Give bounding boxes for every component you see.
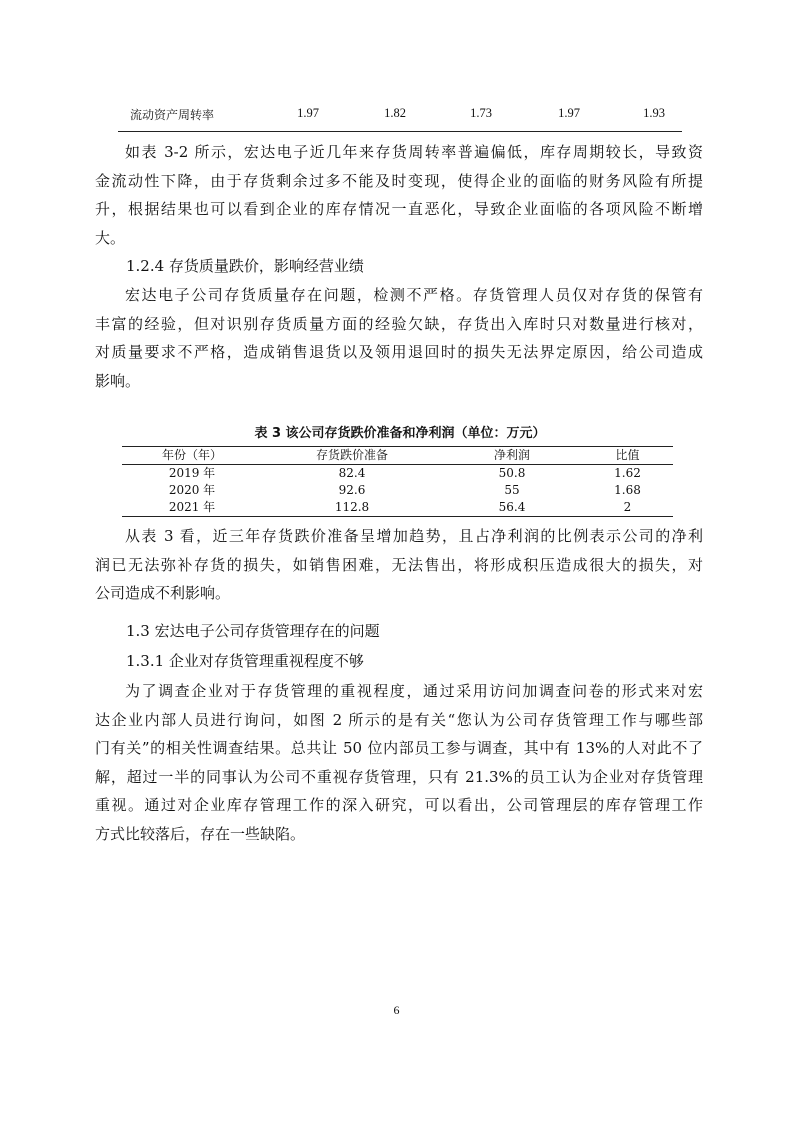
text-line: 升，根据结果也可以看到企业的库存情况一直恶化，导致企业面临的各项风险不断增 (95, 200, 703, 218)
text-line: 丰富的经验，但对识别存货质量方面的经验欠缺，存货出入库时只对数量进行核对， (95, 314, 703, 333)
table-bottom-rule (118, 131, 682, 132)
text-line: 解，超过一半的同事认为公司不重视存货管理，只有 21.3%的员工认为企业对存货管理 (95, 767, 703, 786)
paragraph-survey (95, 677, 703, 848)
table-cell: 56.4 (498, 500, 526, 514)
table-cell: 82.4 (338, 466, 366, 480)
table-row (122, 482, 673, 499)
paragraph-table-analysis (95, 522, 703, 608)
text-line: 如表 3-2 所示，宏达电子近几年来存货周转率普遍偏低，库存周期较长，导致资 (125, 143, 703, 161)
text-line: 润已无法弥补存货的损失，如销售困难，无法售出，将形成积压造成很大的损失，对 (95, 555, 703, 574)
section-heading-1-2-4: 1.2.4 存货质量跌价，影响经营业绩 (126, 257, 364, 275)
table-cell: 2 (623, 500, 632, 514)
paragraph-quality (95, 281, 703, 395)
row-label: 流动资产周转率 (130, 108, 215, 122)
section-heading-1-3-1: 1.3.1 企业对存货管理重视程度不够 (126, 652, 364, 670)
table-cell: 55 (504, 483, 520, 497)
table-cell: 2021 年 (168, 500, 216, 514)
impairment-table (122, 446, 673, 517)
page-number: 6 (393, 1003, 400, 1017)
table-cell: 1.97 (558, 106, 580, 120)
text-line: 为了调查企业对于存货管理的重视程度，通过采用访问加调查问卷的形式来对宏 (125, 682, 703, 700)
table-cell: 1.93 (643, 106, 665, 120)
table-cell: 1.62 (614, 466, 641, 480)
text-line: 从表 3 看，近三年存货跌价准备呈增加趋势，且占净利润的比例表示公司的净利 (125, 527, 703, 545)
table-cell: 1.97 (297, 106, 319, 120)
text-line: 重视。通过对企业库存管理工作的深入研究，可以看出，公司管理层的库存管理工作 (95, 796, 703, 814)
text-line: 对质量要求不严格，造成销售退货以及领用退回时的损失无法界定原因，给公司造成 (95, 343, 703, 361)
text-line: 金流动性下降，由于存货剩余过多不能及时变现，使得企业的面临的财务风险有所提 (95, 171, 703, 190)
text-line: 宏达电子公司存货质量存在问题，检测不严格。存货管理人员仅对存货的保管有 (125, 286, 703, 304)
table-cell: 1.68 (614, 483, 641, 497)
table-row (122, 465, 673, 483)
text-line: 达企业内部人员进行询问，如图 2 所示的是有关“您认为公司存货管理工作与哪些部 (95, 710, 703, 729)
table-cell: 1.82 (384, 106, 406, 120)
column-header: 净利润 (493, 448, 530, 462)
column-header: 年份（年） (161, 448, 222, 462)
section-heading-1-3: 1.3 宏达电子公司存货管理存在的问题 (126, 622, 380, 640)
table-cell: 92.6 (338, 483, 366, 497)
text-line: 门有关”的相关性调查结果。总共让 50 位内部员工参与调查，其中有 13%的人对此不了 (95, 739, 703, 757)
paragraph-turnover (95, 138, 703, 252)
text-line: 影响。 (95, 371, 141, 390)
text-line: 方式比较落后，存在一些缺陷。 (95, 824, 306, 843)
turnover-table-fragment (118, 100, 682, 132)
table-title: 表 3 该公司存货跌价准备和净利润（单位：万元） (254, 426, 546, 441)
column-header: 比值 (615, 448, 640, 462)
table-cell: 2020 年 (168, 483, 216, 497)
column-header: 存货跌价准备 (315, 448, 388, 462)
table-cell: 112.8 (334, 500, 370, 514)
table-row (122, 499, 673, 517)
table-cell: 50.8 (498, 466, 526, 480)
text-line: 大。 (95, 228, 126, 247)
text-line: 公司造成不利影响。 (95, 584, 231, 602)
table-cell: 1.73 (470, 106, 492, 120)
table-cell: 2019 年 (168, 466, 216, 480)
table-header-row (122, 447, 673, 465)
